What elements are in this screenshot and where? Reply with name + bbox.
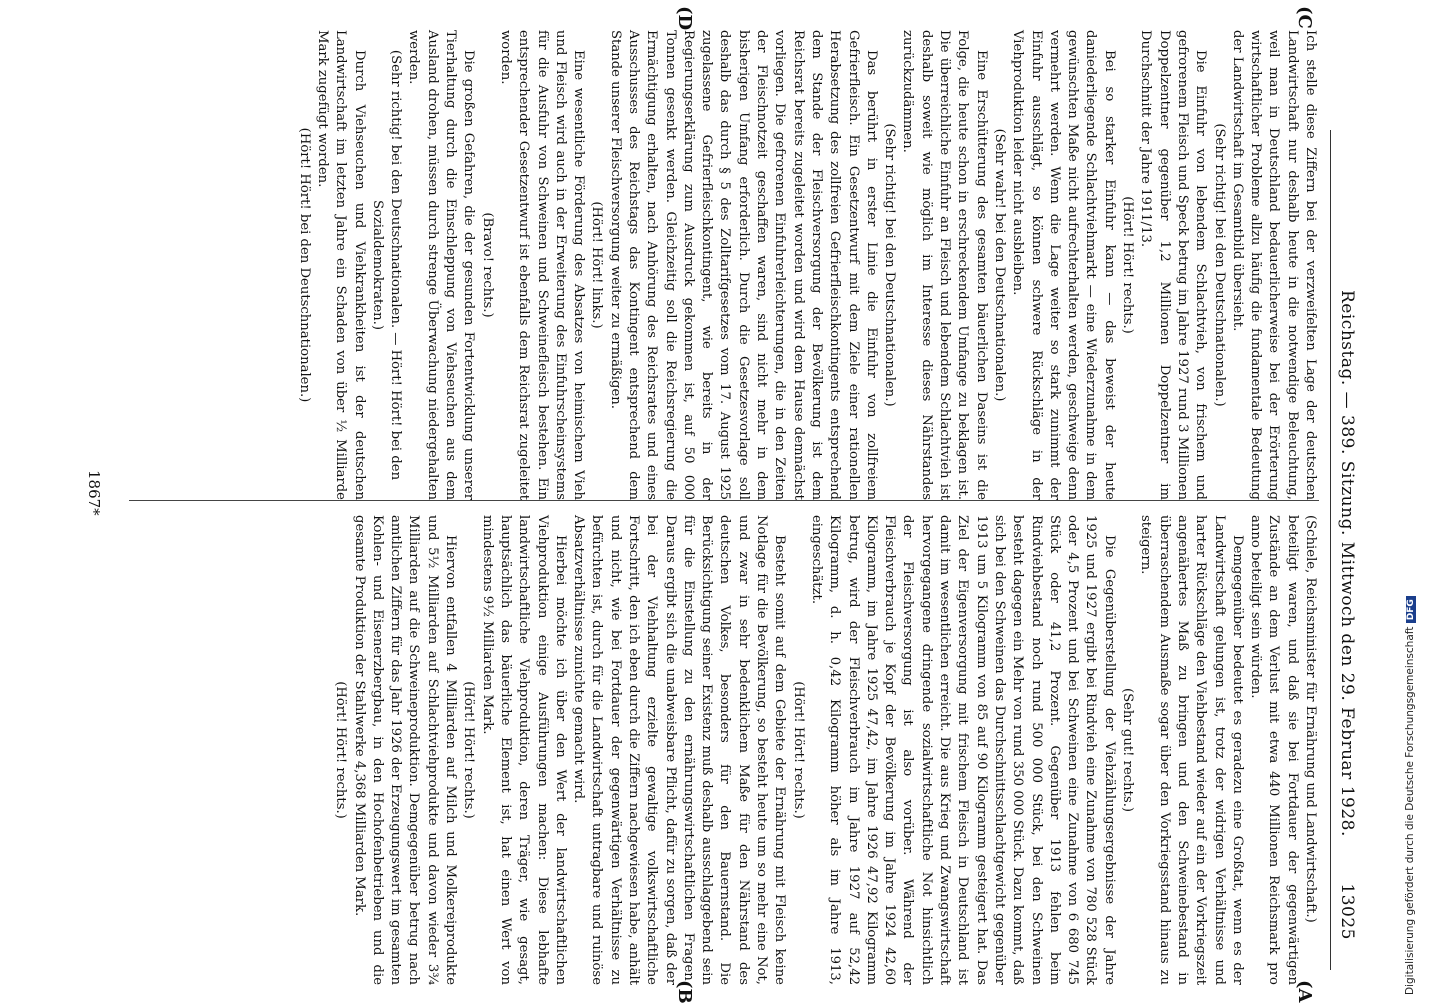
body-paragraph: Eine Erschütterung des gesamten bäuerlichen Daseins ist die Folge, die heute schon in erschreckendem Umfange zu beklagen ist. Die überreichliche Einfuhr an Fleisch und lebendem Schlachtvieh ist deshalb soweit wie möglich im Interesse dieses Nährstandes zurückzudämmen. bbox=[900, 30, 989, 500]
body-paragraph: Durch Viehseuchen und Viehkrankheiten ist der deutschen Landwirtschaft im letzten Jahre ein Schaden von über ½ Milliarde Mark zugefügt worden. bbox=[314, 30, 367, 500]
page-header-title: Reichstag. — 389. Sitzung. Mittwoch den 29. Februar 1928. bbox=[1337, 290, 1357, 837]
body-paragraph: Demgegenüber bedeutet es geradezu eine Großtat, wenn es der Landwirtschaft gelungen ist, trotz der widrigen Verhältnisse und harter Rückschläge den Viehbestand wieder auf ein der Vorkriegszeit angenähertes Maß zu bringen und den Schweinebestand in überraschendem Ausmaße sogar über den Vorkriegsstand hinaus zu steigern. bbox=[1138, 515, 1245, 985]
header-rule bbox=[1330, 130, 1331, 970]
body-paragraph: Bei so starker Einfuhr kann — das beweist der heute daniederliegende Schlachtviehmarkt — eine Wiederzunahme in dem gewünschten Maße nicht aufrechterhalten werden, geschweige denn vermehrt werden. Wenn die Lage weiter so stark zunimmt der Einfuhr ausschlägt, so können schwere Rückschläge in der Viehproduktion leider nicht ausbleiben. bbox=[1010, 30, 1117, 500]
interjection-paragraph: (Hört! Hört! bei den Deutschnationalen.) bbox=[296, 127, 312, 403]
interjection-paragraph: (Sehr wahr! bei den Deutschnationalen.) bbox=[991, 128, 1007, 402]
page-header bbox=[1327, 40, 1357, 960]
body-paragraph: Ich stelle diese Ziffern bei der verzweifelten Lage der deutschen Landwirtschaft nur deshalb heute in die notwendige Beleuchtung, weil man in Deutschland bedauerlicherweise bei der Erörterung wirtschaftlicher Probleme allzu häufig die fundamentale Bedeutung der Landwirtschaft im Gesamtbild übersieht. bbox=[1229, 30, 1318, 500]
footer-number: 1867* bbox=[85, 470, 103, 516]
body-paragraph: Die Einfuhr von lebendem Schlachtvieh, von frischem und gefrorenem Fleisch und Speck betrug im Jahre 1927 rund 3 Millionen Doppelzentner gegenüber 1,2 Millionen Doppelzentner im Durchschnitt der Jahre 1911/13. bbox=[1138, 30, 1209, 500]
interjection-paragraph: (Sehr richtig! bei den Deutschnationalen. — Hört! Hört! bei den Sozialdemokraten.) bbox=[369, 49, 404, 481]
interjection-paragraph: (Sehr richtig! bei den Deutschnationalen.) bbox=[882, 123, 898, 407]
right-column bbox=[294, 30, 1319, 500]
margin-mark-d: (D bbox=[674, 6, 695, 31]
interjection-paragraph: (Hört! Hört! rechts.) bbox=[790, 681, 806, 819]
left-column bbox=[331, 515, 1319, 985]
interjection-paragraph: (Bravo! rechts.) bbox=[479, 212, 495, 318]
interjection-paragraph: (Hört! Hört! rechts.) bbox=[1120, 196, 1136, 334]
dfg-logo: DFG bbox=[1406, 596, 1416, 623]
margin-mark-c: (C bbox=[1294, 6, 1315, 29]
body-paragraph: Das berührt in erster Linie die Einfuhr von zollfreiem Gefrierfleisch. Ein Gesetzentwurf mit dem Ziele einer rationellen Herabsetzung des zollfreien Gefrierfleischkontingents entsprechend dem Stande der Fleischversorgung der Bevölkerung ist dem Reichsrat bereits zugeleitet worden und wird dem Hause demnächst vorliegen. Die gefrorenen Einfuhrerleichterungen, die in den Zeiten der Fleischnotzeit geschaffen waren, sind nicht mehr in dem bisherigen Umfang erforderlich. Durch die Gesetzesvorlage soll deshalb das durch § 5 des Zolltarifgesetzes vom 17. August 1925 zugelassene Gefrierfleischkontingent, wie bereits in der Regierungserklärung zum Ausdruck gekommen ist, auf 50 000 Tonnen gesenkt werden. Gleichzeitig soll die Reichsregierung die Ermächtigung erhalten, nach Anhörung des Reichsrates und eines Ausschusses des Reichstags das Kontingent entsprechend dem Stande unserer Fleischversorgung weiter zu ermäßigen. bbox=[607, 30, 879, 500]
page-number: 13025 bbox=[1337, 883, 1357, 940]
interjection-paragraph: (Hört! Hört! links.) bbox=[589, 201, 605, 329]
margin-mark-a: (A bbox=[1294, 980, 1315, 1003]
body-paragraph: (Schiele, Reichsminister für Ernährung und Landwirtschaft.) bbox=[1303, 515, 1318, 923]
digitization-note bbox=[1404, 592, 1416, 995]
body-paragraph: beteiligt waren, und daß sie bei Fortdauer der gegenwärtigen Zustände an dem Verlust mit etwa 440 Millionen Reichsmark pro anno beteiligt sein würden. bbox=[1248, 515, 1300, 985]
interjection-paragraph: (Hört! Hört! rechts.) bbox=[461, 681, 477, 819]
interjection-paragraph: (Sehr gut! rechts.) bbox=[1120, 687, 1136, 813]
body-paragraph: Die Gegenüberstellung der Viehzählungsergebnisse der Jahre 1925 und 1927 ergibt bei Rindvieh eine Zunahme von 780 528 Stück oder 4,5 Prozent und bei Schweinen eine Zunahme von 6 680 745 Stück oder 41,2 Prozent. Gegenüber 1913 fehlen beim Rindviehbestand noch rund 500 000 Stück, bei den Schweinen besteht dagegen ein Mehr von rund 350 000 Stück. Dazu kommt, daß sich bei den Schweinen das Durchschnittsschlachtgewicht gegenüber 1913 um 5 Kilogramm von 85 auf 90 Kilogramm gesteigert hat. Das Ziel der Eigenversorgung mit frischem Fleisch in Deutschland ist damit im wesentlichen erreicht. Die aus Krieg und Zwangswirtschaft hervorgegangene dringende sozialwirtschaftliche Not hinsichtlich der Fleischversorgung ist also vorüber. Während der Fleischverbrauch je Kopf der Bevölkerung im Jahre 1924 42,60 Kilogramm, im Jahre 1925 47,42, im Jahre 1926 47,92 Kilogramm betrug, wird der Fleischverbrauch im Jahre 1927 auf 52,42 Kilogramm, d. h. 0,42 Kilogramm höher als im Jahre 1913, eingeschätzt. bbox=[808, 515, 1117, 985]
digitization-note-text: Digitalisierung gefördert durch die Deutsche Forschungsgemeinschaft bbox=[1404, 626, 1416, 995]
document-page bbox=[75, 0, 1375, 1004]
column-divider bbox=[129, 500, 1319, 501]
body-paragraph: Die großen Gefahren, die der gesunden Fortentwicklung unserer Tierhaltung durch die Einschleppung von Viehseuchen aus dem Ausland drohen, müssen durch strenge Überwachung niedergehalten werden. bbox=[406, 30, 477, 500]
body-paragraph: Hierbei möchte ich über den Wert der landwirtschaftlichen Viehproduktion einige Ausführungen machen: Diese lebhafte landwirtschaftliche Viehproduktion, deren Träger, wie gesagt, hauptsächlich das bäuerliche Element ist, hat einen Wert von mindestens 9½ Milliarden Mark. bbox=[479, 515, 568, 985]
interjection-paragraph: (Hört! Hört! rechts.) bbox=[333, 681, 349, 819]
body-paragraph: Eine wesentliche Förderung des Absatzes von heimischem Vieh und Fleisch wird auch in der Erweiterung des Einfuhrscheinsystems für die Ausfuhr von Schweinen und Schweinefleisch bestehen. Ein entsprechender Gesetzentwurf ist ebenfalls dem Reichsrat zugeleitet worden. bbox=[497, 30, 587, 500]
body-paragraph: Hiervon entfallen 4 Milliarden auf Milch und Molkereiprodukte und 5½ Milliarden auf Schlachtviehprodukte und davon wieder 3¾ Milliarden auf die Schweineproduktion. Demgegenüber betrug nach amtlichen Ziffern für das Jahr 1926 der Erzeugungswert im gesamten Kohlen- und Eisenerzbergbau, in den Hochofenbetrieben und die gesamte Produktion der Stahlwerke 4,368 Milliarden Mark. bbox=[351, 515, 459, 985]
margin-mark-b: (B bbox=[674, 980, 695, 1004]
body-paragraph: Besteht somit auf dem Gebiete der Ernährung mit Fleisch keine Notlage für die Bevölkerung, so besteht heute um so mehr eine Not, und zwar in sehr bedenklichem Maße für den Nährstand des deutschen Volkes, besonders für den Bauernstand. Die Berücksichtigung seiner Existenz muß deshalb ausschlaggebend sein für die Einstellung zu den ernährungswirtschaftlichen Fragen. Daraus ergibt sich die unabweisbare Pflicht, dafür zu sorgen, daß der bei der Viehhaltung erzielte gewaltige volkswirtschaftliche Fortschritt, den ich eben durch die Ziffern nachgewiesen habe, anhält und nicht, wie bei Fortdauer der gegenwärtigen Verhältnisse zu befürchten ist, durch für die Landwirtschaft untragbare und ruinöse Absatzverhältnisse zunichte gemacht wird. bbox=[571, 515, 788, 985]
interjection-paragraph: (Sehr richtig! bei den Deutschnationalen.) bbox=[1211, 123, 1227, 407]
